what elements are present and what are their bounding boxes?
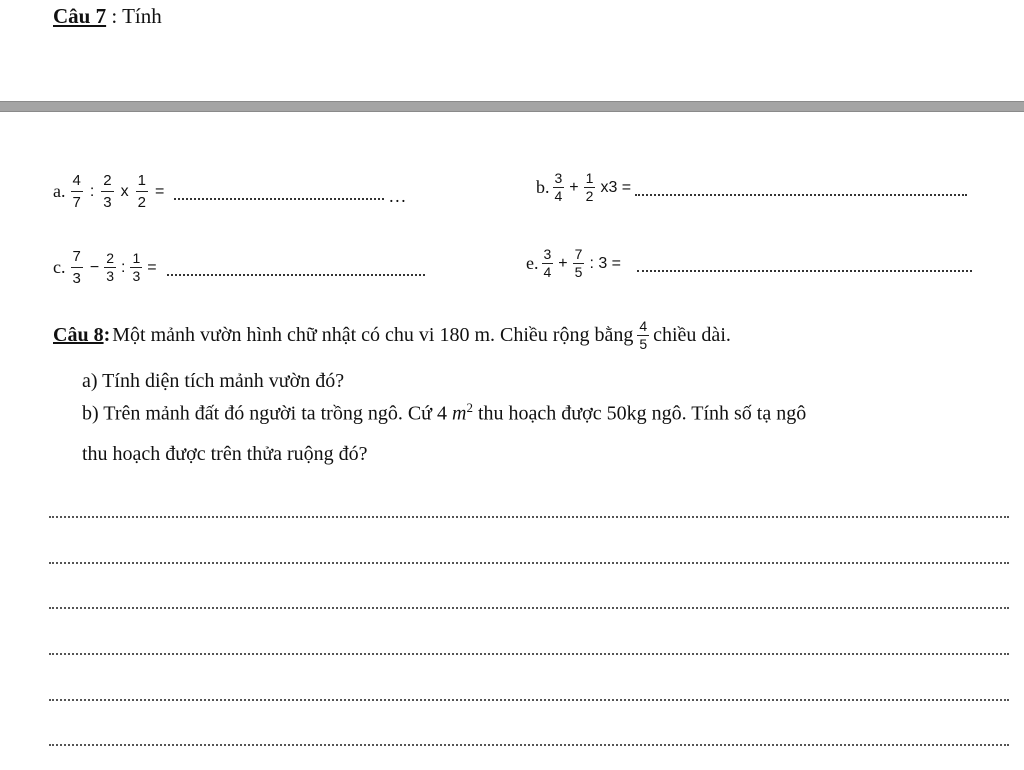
question-8-header: Câu 8 : Một mảnh vườn hình chữ nhật có chu vi 180 m. Chiều rộng bằng $\frac{4}{5}$ chiều dài. (53, 318, 731, 352)
exercise-b-prefix: b. (536, 177, 550, 197)
question-7-label: Câu 7 (53, 4, 107, 28)
separator-bar (0, 101, 1024, 112)
question-8-text: Một mảnh vườn hình chữ nhật có chu vi 180 m. Chiều rộng bằng (112, 324, 634, 346)
answer-line[interactable] (49, 653, 1009, 655)
answer-line[interactable] (49, 699, 1009, 701)
fraction: $\frac{3}{4}$ (554, 170, 563, 204)
answer-line[interactable] (49, 744, 1009, 746)
fraction: $\frac{4}{7}$ (72, 172, 81, 211)
fraction: $\frac{2}{3}$ (106, 250, 114, 284)
fraction: $\frac{1}{3}$ (132, 250, 141, 284)
fraction: $\frac{4}{5}$ (639, 318, 648, 352)
question-8-label: Câu 8 (53, 324, 104, 346)
exercise-e-prefix: e. (526, 253, 539, 273)
exercise-a: a. $\frac{4}{7}$ : $\frac{2}{3}$ x $\frac{1}{2}$ = … (53, 172, 407, 211)
fraction: $\frac{7}{3}$ (72, 248, 81, 287)
answer-blank[interactable] (167, 273, 425, 276)
exercise-c-prefix: c. (53, 257, 66, 277)
fraction: $\frac{1}{2}$ (137, 172, 146, 211)
answer-line[interactable] (49, 607, 1009, 609)
fraction: $\frac{1}{2}$ (585, 170, 594, 204)
exercise-a-prefix: a. (53, 181, 66, 201)
answer-blank[interactable] (174, 197, 384, 200)
question-8-part-a: a) Tính diện tích mảnh vườn đó? (82, 370, 345, 392)
question-8-part-b-continued: thu hoạch được trên thửa ruộng đó? (82, 443, 368, 465)
question-7-header (53, 4, 162, 29)
exercise-e: e. $\frac{3}{4}$ + $\frac{7}{5}$ : 3 = (526, 246, 972, 281)
answer-blank[interactable] (637, 269, 972, 272)
fraction: $\frac{3}{4}$ (543, 246, 552, 280)
exercise-c: c. $\frac{7}{3}$ − $\frac{2}{3}$ : $\frac{1}{3}$ = (53, 246, 425, 289)
answer-blank[interactable] (635, 193, 967, 196)
answer-line[interactable] (49, 562, 1009, 564)
exercise-b: b. $\frac{3}{4}$ + $\frac{1}{2}$ x3 = (536, 170, 967, 205)
fraction: $\frac{7}{5}$ (574, 246, 583, 280)
question-8-part-b: b) Trên mảnh đất đó người ta trồng ngô. Cứ 4 $m^2$ thu hoạch được 50kg ngô. Tính số tạ ngô (82, 400, 807, 425)
answer-line[interactable] (49, 516, 1009, 518)
fraction: $\frac{2}{3}$ (103, 172, 112, 211)
question-7-title: : Tính (106, 4, 162, 28)
